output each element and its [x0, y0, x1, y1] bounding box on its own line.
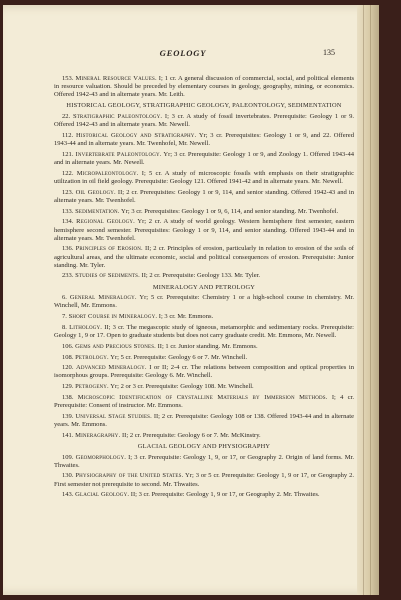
- course-entry: [54, 245, 354, 269]
- course-description: II; 2 cr. Prerequisite: Geology 6 or 7. Mr. McKinstry.: [122, 431, 261, 439]
- course-number: 133.: [62, 207, 74, 215]
- course-name: Mineral Resource Values.: [75, 75, 157, 82]
- course-description: II; 3 cr. The megascopic study of igneous, metamorphic and sedimentary rocks. Prerequisite: Geology 1, 9 or 17. Open to graduate students but does not carry graduate credit. Mr. Emmons, Mr. Newell.: [54, 323, 354, 340]
- course-entry: [54, 364, 354, 380]
- course-name: Regional Geology.: [76, 218, 135, 226]
- course-description: Yr; 3 cr. Prerequisites: Geology 1 or 9, 6, 114, and senior standing. Mr. Twenhofel.: [121, 207, 339, 215]
- section-title: MINERALOGY AND PETROLOGY: [152, 283, 256, 291]
- course-number: 8.: [62, 323, 67, 331]
- course-description: Yr; 5 cr. Prerequisite: Geology 6 or 7. Mr. Winchell.: [110, 353, 248, 361]
- course-name: Glacial Geology.: [75, 491, 130, 499]
- course-description: II; 2 cr. Prerequisites: Geology 1 or 9, 114, and senior standing. Offered 1942-43 and in alternate years. Mr. Twenhofel.: [54, 188, 354, 204]
- course-description: Yr; 2 or 3 cr. Prerequisite: Geology 108. Mr. Winchell.: [110, 383, 254, 391]
- course-description: II; 2 cr. Prerequisite: Geology 133. Mr. Tyler.: [141, 272, 261, 280]
- course-number: 112.: [62, 131, 74, 139]
- course-description: I; 3 cr. Mr. Emmons.: [158, 313, 214, 321]
- course-entry: [54, 394, 354, 410]
- course-description: II; 1 cr. Junior standing. Mr. Emmons.: [157, 342, 258, 350]
- course-entry: [54, 454, 354, 470]
- course-entry: [54, 170, 354, 186]
- course-number: 108.: [62, 353, 74, 361]
- section-title: GLACIAL GEOLOGY AND PHYSIOGRAPHY: [137, 442, 271, 450]
- course-entry: [54, 294, 354, 310]
- course-number: 120.: [62, 364, 74, 372]
- course-number: 7.: [62, 313, 67, 321]
- course-name: Studies of Sediments.: [75, 272, 140, 280]
- course-description: I; 4 cr. Prerequisite: Consent of instructor. Mr. Emmons.: [54, 393, 355, 410]
- course-entry: [54, 324, 354, 340]
- course-name: Physiography of the United States.: [75, 472, 184, 480]
- course-number: 136.: [62, 245, 74, 253]
- course-number: 141.: [62, 431, 74, 439]
- course-listing: [54, 75, 354, 502]
- course-description: I; 5 cr. A study of microscopic fossils with emphasis on their stratigraphic utilization in oil field geology. Prerequisite: Geology 121. Offered 1941-42 and in alternate years. Mr. Newell.: [54, 169, 355, 185]
- course-description: Yr; 3 cr. Prerequisites: Geology 1 or 9, and 22. Offered 1943-44 and in alternate years. Mr. Twenhofel, Mr. Newell.: [54, 131, 354, 148]
- course-name: Stratigraphic Paleontology.: [72, 113, 163, 121]
- page-edge: [357, 5, 379, 595]
- course-entry: [54, 383, 354, 391]
- course-description: II; 3 cr. Prerequisite: Geology 1, 9 or 17, or Geography 2. Mr. Thwaites.: [130, 491, 320, 499]
- course-name: Lithology.: [69, 323, 103, 331]
- course-name: Principles of Erosion.: [75, 245, 143, 253]
- course-name: Mineragraphy.: [75, 431, 121, 439]
- course-entry: [54, 354, 354, 362]
- course-entry: [54, 432, 354, 440]
- course-number: 123.: [62, 188, 74, 196]
- course-name: Historical Geology and Stratigraphy.: [75, 131, 197, 139]
- course-name: Oil Geology.: [75, 188, 116, 196]
- course-description: I; 3 cr. A study of fossil invertebrates. Prerequisite: Geology 1 or 9. Offered 1942-43 and in alternate years. Mr. Newell.: [54, 113, 355, 129]
- course-entry: [54, 272, 354, 280]
- course-number: 233.: [62, 272, 74, 280]
- book-page: [3, 5, 379, 595]
- course-name: Geomorphology.: [75, 453, 126, 461]
- course-name: Gems and Precious Stones.: [75, 342, 156, 350]
- course-entry: [54, 189, 354, 205]
- course-description: II; 2 cr. Prerequisite: Geology 108 or 138. Offered 1943-44 and in alternate years. Mr. Emmons.: [54, 412, 355, 428]
- course-entry: [54, 413, 354, 429]
- course-description: II; 2 cr. Principles of erosion, particularly in relation to erosion of the soils of agricultural areas, and the ultimate economic, social and political consequences of erosion. Prerequisite: Junior standing. Mr. Tyler.: [54, 245, 354, 269]
- course-name: Micropaleontology.: [76, 169, 139, 177]
- course-entry: [54, 218, 354, 242]
- course-number: 122.: [62, 169, 74, 177]
- course-name: Universal Stage Studies.: [75, 412, 152, 420]
- course-number: 109.: [62, 453, 74, 461]
- course-entry: [54, 208, 354, 216]
- course-description: Yr; 2 cr. A study of world geology. Western hemisphere first semester, eastern hemisphere second semester. Prerequisites: Geology 1 or 9, 114, and senior standing. Offered 1943-44 and in alternate years. Mr. Twenhofel.: [54, 218, 354, 242]
- course-number: 22.: [62, 113, 71, 121]
- course-description: I; 1 cr. A general discussion of commercial, social, and political elements in resource valuation. Should be preceded by elementary courses in geology, geography, mining, or economics. Offered 1942-43 and in alternate years. Mr. Leith.: [54, 75, 355, 99]
- course-number: 138.: [62, 393, 74, 401]
- course-description: Yr; 3 or 5 cr. Prerequisite: Geology 1, 9 or 17, or Geography 2. First semester not prerequisite to second. Mr. Thwaites.: [54, 472, 354, 488]
- course-entry: [54, 132, 354, 148]
- page-header: [3, 48, 363, 62]
- course-number: 139.: [62, 412, 74, 420]
- course-entry: [54, 75, 354, 99]
- course-description: I; 3 cr. Prerequisite: Geology 1, 9, or 17, or Geography 2. Origin of land forms. Mr. Thwaites.: [54, 453, 354, 469]
- course-entry: [54, 491, 354, 499]
- course-number: 129.: [62, 383, 74, 391]
- course-number: 143.: [62, 491, 74, 499]
- course-entry: [54, 343, 354, 351]
- course-name: Petrology.: [75, 353, 109, 361]
- course-entry: [54, 113, 354, 129]
- course-number: 121.: [62, 150, 74, 158]
- course-name: General Mineralogy.: [69, 294, 137, 302]
- course-number: 134.: [62, 218, 74, 226]
- course-description: I or II; 2-4 cr. The relations between composition and optical properties in isomorphous groups. Prerequisite: Geology 6. Mr. Winchell.: [54, 364, 354, 380]
- course-description: Yr; 5 cr. Prerequisite: Chemistry 1 or a high-school course in chemistry. Mr. Winchell, Mr. Emmons.: [54, 294, 354, 310]
- course-name: Invertebrate Paleontology.: [75, 150, 162, 158]
- course-number: 106.: [62, 342, 74, 350]
- course-name: Short Course in Mineralogy.: [68, 313, 158, 321]
- course-name: Petrogeny.: [75, 383, 109, 391]
- course-name: Microscopic Identification of Crystalline Materials by Immersion Methods.: [77, 393, 328, 401]
- course-entry: [54, 472, 354, 488]
- course-number: 153.: [62, 75, 74, 82]
- course-number: 6.: [62, 294, 67, 302]
- course-entry: [54, 151, 354, 167]
- course-number: 130.: [62, 472, 74, 480]
- running-head: GEOLOGY: [159, 48, 207, 58]
- course-name: Advanced Mineralogy.: [76, 364, 147, 372]
- course-name: Sedimentation.: [75, 207, 120, 215]
- section-title: HISTORICAL GEOLOGY, STRATIGRAPHIC GEOLOGY, PALEONTOLOGY, SEDIMENTATION: [66, 102, 342, 110]
- page-number: 135: [323, 48, 335, 57]
- course-entry: [54, 313, 354, 321]
- course-description: Yr; 3 cr. Prerequisite: Geology 1 or 9, and Zoology 1. Offered 1943-44 and in alternate years. Mr. Newell.: [54, 150, 354, 167]
